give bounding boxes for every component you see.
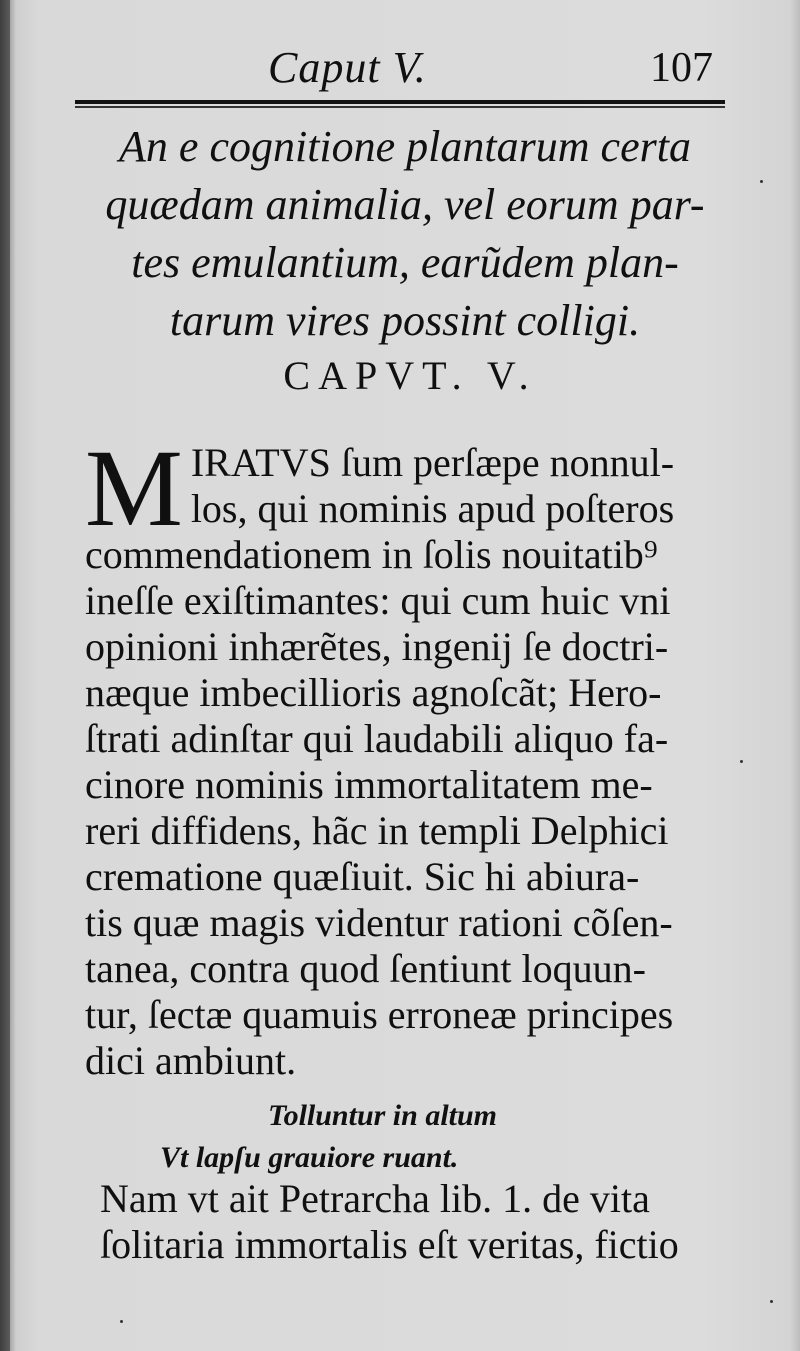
body-line: ineſſe exiſtimantes: qui cum huic vni bbox=[85, 578, 671, 623]
body-line: cinore nominis immortalitatem me- bbox=[85, 762, 653, 807]
body-line: Nam vt ait Petrarcha lib. 1. de vita bbox=[100, 1176, 650, 1221]
paper-speck bbox=[740, 760, 743, 763]
body-paragraph bbox=[85, 427, 755, 1084]
body-line: IRATVS ſum perſæpe nonnul- bbox=[190, 440, 675, 485]
body-line: opinioni inhærẽtes, ingenij ſe doctri- bbox=[85, 624, 669, 669]
heading-line: tes emulantium, earũdem plan- bbox=[131, 238, 679, 287]
body-line: tur, ſectæ quamuis erroneæ principes bbox=[85, 992, 674, 1037]
body-line: crematione quæſiuit. Sic hi abiura- bbox=[85, 854, 640, 899]
body-line: reri diffidens, hãc in templi Delphici bbox=[85, 808, 669, 853]
body-line: ſolitaria immortalis eſt veritas, fictio bbox=[100, 1222, 679, 1267]
body-line: næque imbecillioris agnoſcãt; Hero- bbox=[85, 670, 662, 715]
quote-line: Vt lapſu grauiore ruant. bbox=[160, 1141, 459, 1174]
continuation-paragraph bbox=[100, 1176, 760, 1268]
page-gutter-shadow bbox=[0, 0, 10, 1351]
body-line: dici ambiunt. bbox=[85, 1038, 297, 1083]
body-line: tis quæ magis videntur rationi cõſen- bbox=[85, 900, 673, 945]
body-line: los, qui nominis apud poſteros bbox=[190, 486, 675, 531]
page-header bbox=[0, 30, 800, 100]
paper-speck bbox=[770, 1300, 773, 1303]
header-rule bbox=[75, 100, 725, 104]
chapter-heading bbox=[70, 118, 740, 350]
body-line: ſtrati adinſtar qui laudabili aliquo fa- bbox=[85, 716, 669, 761]
body-line: commendationem in ſolis nouitatib⁹ bbox=[85, 532, 658, 577]
heading-line: tarum vires possint colligi. bbox=[169, 296, 641, 345]
drop-cap: M bbox=[85, 427, 183, 549]
quote-line: Tolluntur in altum bbox=[268, 1099, 498, 1132]
page-number: 107 bbox=[650, 45, 713, 91]
heading-line: quædam animalia, vel eorum par- bbox=[105, 180, 705, 229]
verse-quote bbox=[160, 1095, 720, 1179]
heading-line: An e cognitione plantarum certa bbox=[119, 122, 691, 171]
paper-speck bbox=[120, 1320, 123, 1323]
paper-speck bbox=[760, 180, 763, 183]
caput-label: CAPVT. V. bbox=[283, 353, 537, 398]
body-line: tanea, contra quod ſentiunt loquun- bbox=[85, 946, 646, 991]
running-title: Caput V. bbox=[268, 43, 427, 92]
